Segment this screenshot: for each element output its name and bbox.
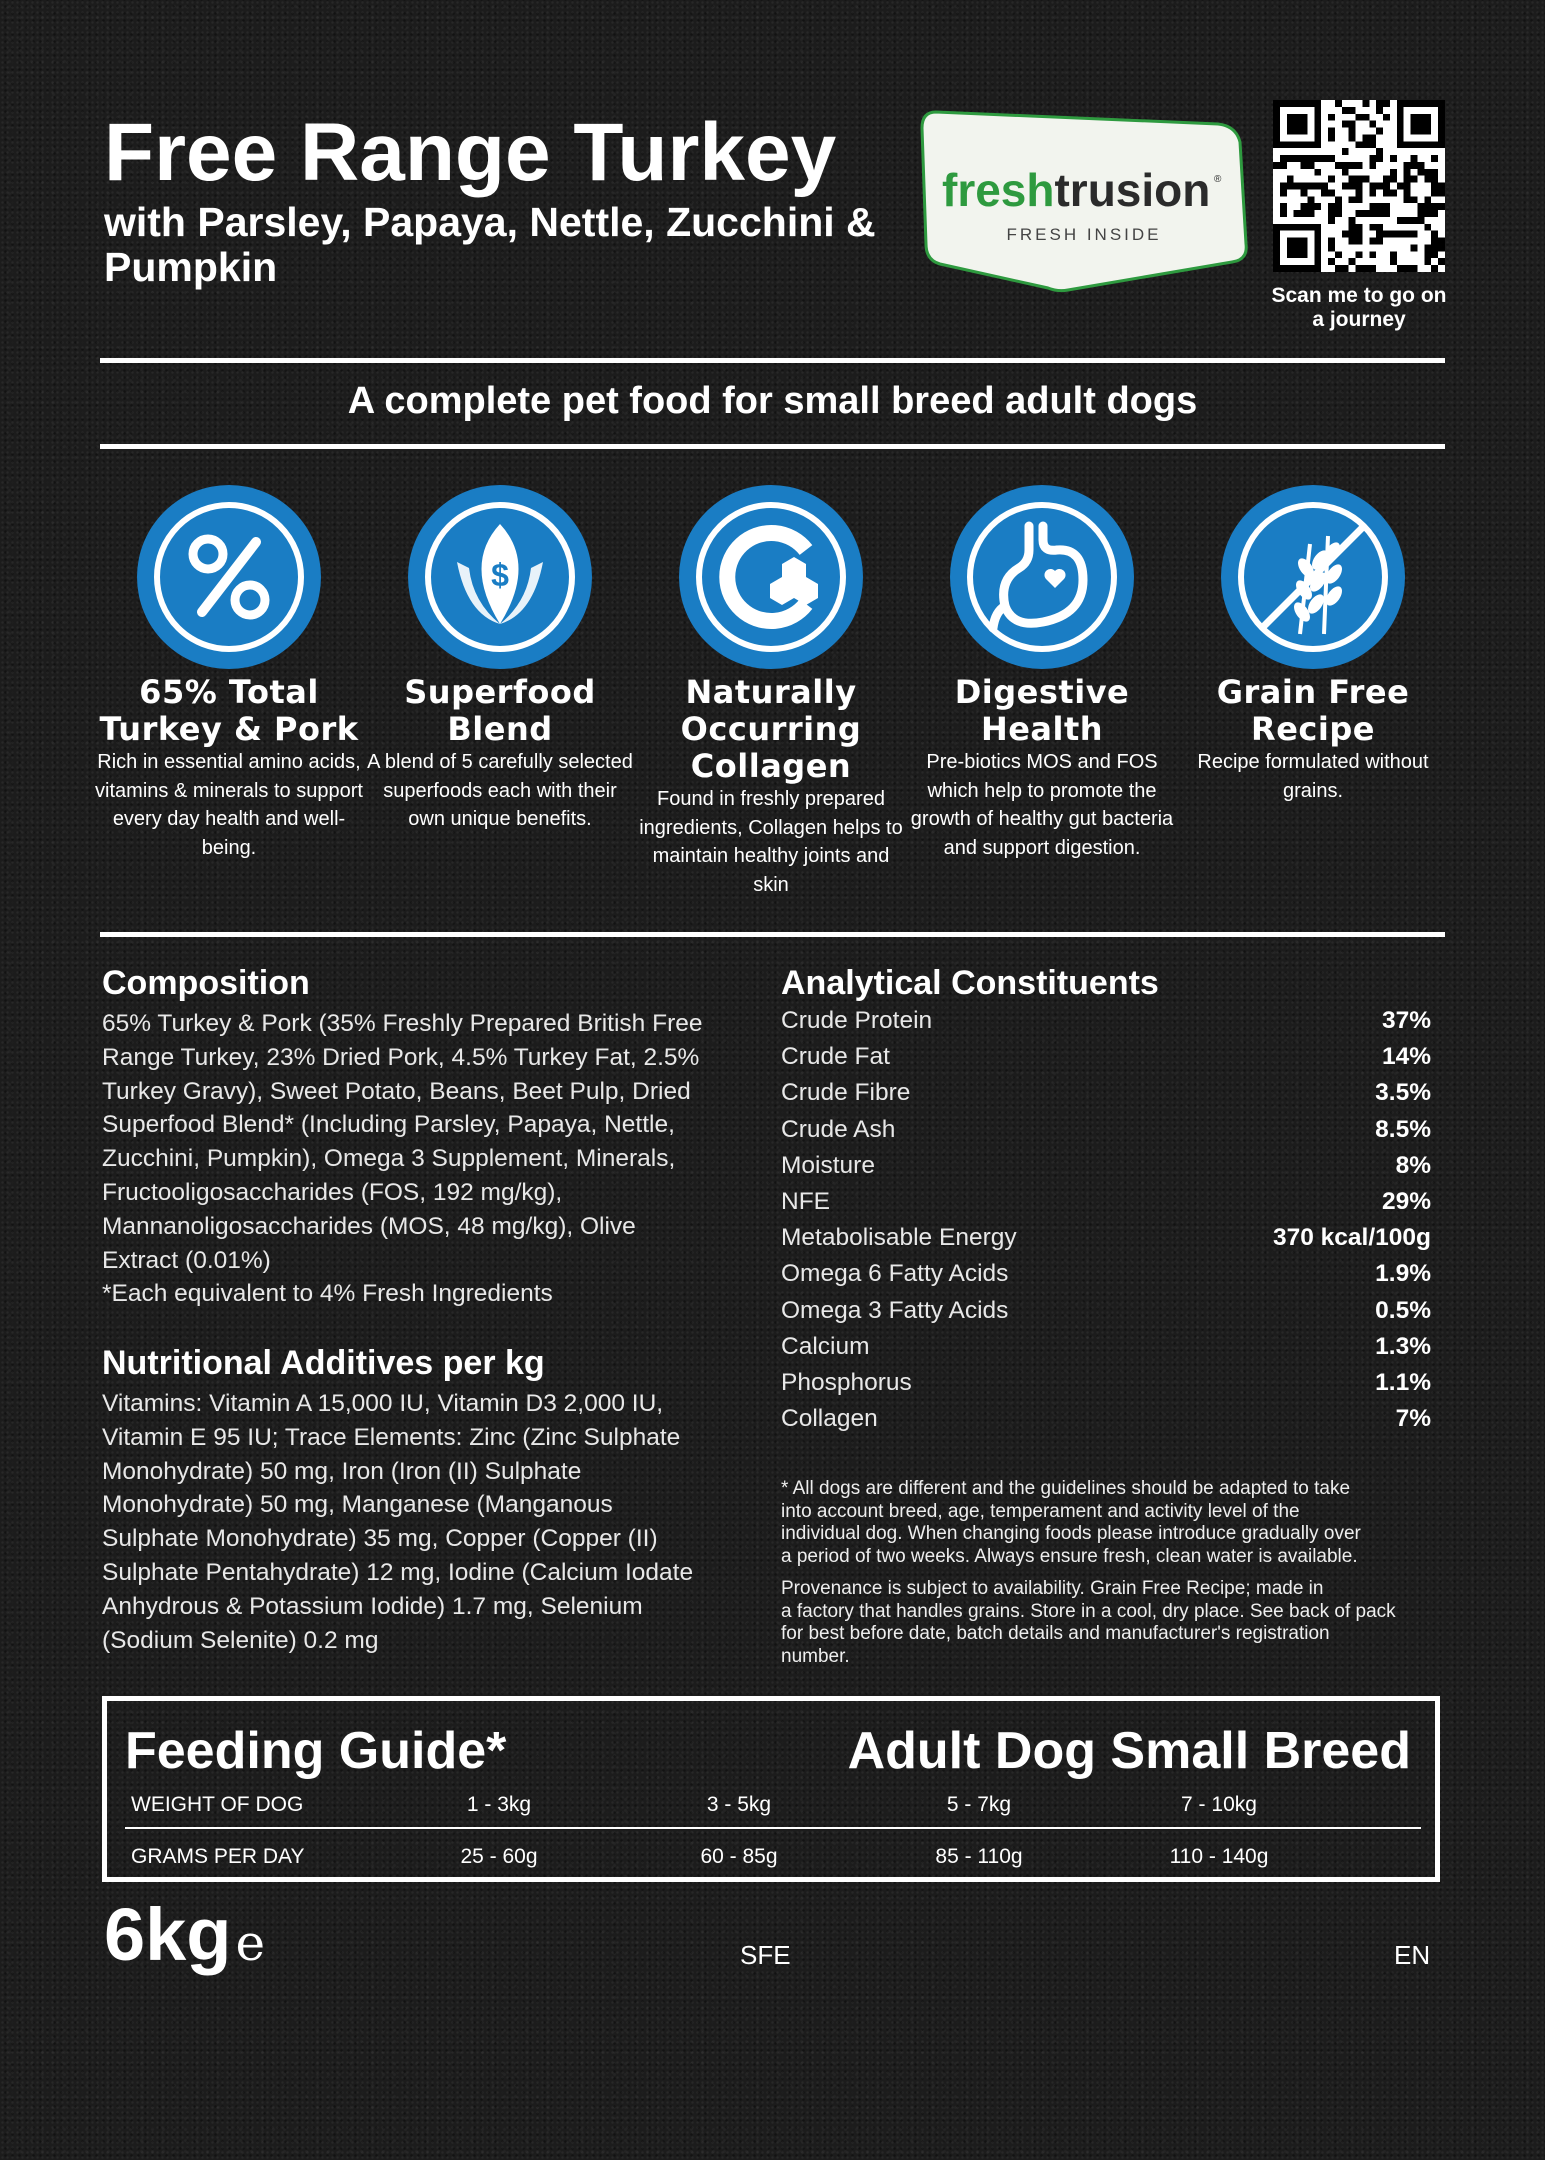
feature-grain-free xyxy=(1178,484,1448,805)
constituent-row xyxy=(781,1369,1431,1405)
constituent-name: Omega 6 Fatty Acids xyxy=(781,1260,1009,1288)
additives-heading: Nutritional Additives per kg xyxy=(102,1344,545,1382)
constituent-value: 1.9% xyxy=(1375,1260,1431,1288)
feature-title: Grain Free xyxy=(1216,673,1410,711)
analytical-heading: Analytical Constituents xyxy=(781,964,1159,1002)
feeding-subtitle: Adult Dog Small Breed xyxy=(847,1722,1411,1780)
additives-text xyxy=(102,1387,762,1657)
note-line: for best before date, batch details and manufacturer's registration xyxy=(781,1623,1330,1644)
divider xyxy=(100,444,1445,449)
composition-line: Superfood Blend* (Including Parsley, Papaya, Nettle, xyxy=(102,1111,675,1139)
constituent-value: 0.5% xyxy=(1375,1296,1431,1324)
weight-range: 3 - 5kg xyxy=(706,1793,772,1816)
stomach-icon xyxy=(949,484,1135,670)
constituent-name: Omega 3 Fatty Acids xyxy=(781,1296,1009,1324)
product-subtitle: with Parsley, Papaya, Nettle, Zucchini & Pumpkin xyxy=(104,199,876,290)
qr-code[interactable] xyxy=(1273,100,1445,272)
feature-text: A blend of 5 carefully selected superfoods each with their own unique benefits. xyxy=(367,751,633,830)
note-line: a period of two weeks. Always ensure fresh, clean water is available. xyxy=(781,1545,1358,1567)
freshtrusion-logo xyxy=(918,104,1250,296)
additives-line: Anhydrous & Potassium Iodide) 1.7 mg, Selenium xyxy=(102,1592,643,1620)
composition-line: Extract (0.01%) xyxy=(102,1246,271,1274)
additives-line: Monohydrate) 50 mg, Iron (Iron (II) Sulphate xyxy=(102,1457,582,1485)
feature-text: Found in freshly prepared ingredients, Collagen helps to maintain healthy joints and skin xyxy=(639,788,903,896)
feature-title: Blend xyxy=(447,710,553,748)
constituent-row xyxy=(781,1152,1431,1188)
constituent-name: Crude Protein xyxy=(781,1007,933,1034)
constituent-row xyxy=(781,1116,1431,1152)
constituent-value: 29% xyxy=(1381,1188,1431,1215)
qr-caption xyxy=(1248,284,1470,332)
constituent-value: 7% xyxy=(1395,1405,1431,1433)
feature-superfood xyxy=(365,484,635,834)
divider xyxy=(100,358,1445,363)
feature-collagen xyxy=(636,484,906,899)
constituent-row xyxy=(781,1405,1431,1441)
brand-tagline: FRESH INSIDE xyxy=(1006,225,1162,244)
feeding-divider xyxy=(125,1827,1421,1829)
brand-fresh: fresh xyxy=(942,164,1055,216)
constituent-value: 8% xyxy=(1395,1151,1431,1179)
constituent-name: Crude Ash xyxy=(781,1115,896,1143)
constituent-name: Calcium xyxy=(781,1332,870,1360)
additives-line: Monohydrate) 50 mg, Manganese (Manganous xyxy=(102,1491,613,1519)
composition-line: *Each equivalent to 4% Fresh Ingredients xyxy=(102,1280,553,1308)
provenance-note xyxy=(781,1578,1446,1668)
weight-range: 7 - 10kg xyxy=(1181,1793,1257,1816)
constituent-value: 3.5% xyxy=(1375,1079,1431,1107)
constituent-value: 8.5% xyxy=(1375,1115,1431,1143)
constituent-value: 37% xyxy=(1381,1007,1431,1034)
constituent-name: Crude Fat xyxy=(781,1043,890,1071)
additives-line: Sulphate Monohydrate) 35 mg, Copper (Copper (II) xyxy=(102,1525,658,1553)
svg-text:freshtrusion xyxy=(942,164,1210,216)
constituent-row xyxy=(781,1333,1431,1369)
analytical-table xyxy=(781,1007,1431,1447)
grams-range: 25 - 60g xyxy=(460,1845,538,1868)
feature-protein xyxy=(94,484,364,862)
composition-line: Fructooligosaccharides (FOS, 192 mg/kg), xyxy=(102,1178,563,1206)
percent-icon xyxy=(136,484,322,670)
weight-value: 6kg xyxy=(104,1893,232,1976)
feature-title: Superfood xyxy=(404,673,596,711)
composition-section xyxy=(102,964,762,1311)
constituent-name: Phosphorus xyxy=(781,1369,912,1396)
feature-text: Recipe formulated without grains. xyxy=(1197,751,1429,802)
grams-range: 60 - 85g xyxy=(700,1845,778,1868)
constituent-name: Collagen xyxy=(781,1405,878,1433)
qr-caption-line: Scan me to go on xyxy=(1271,284,1447,307)
feature-title: Health xyxy=(980,710,1104,748)
constituent-name: Metabolisable Energy xyxy=(781,1224,1017,1252)
constituent-row xyxy=(781,1297,1431,1333)
constituent-row xyxy=(781,1224,1431,1260)
constituent-row xyxy=(781,1007,1431,1043)
feature-title: Collagen xyxy=(690,747,852,785)
constituent-row xyxy=(781,1079,1431,1115)
note-line: a factory that handles grains. Store in a cool, dry place. See back of pack xyxy=(781,1600,1396,1622)
constituent-name: NFE xyxy=(781,1188,830,1215)
composition-line: Zucchini, Pumpkin), Omega 3 Supplement, Minerals, xyxy=(102,1145,676,1173)
superfood-leaf-icon xyxy=(407,484,593,670)
grams-label: GRAMS PER DAY xyxy=(131,1845,305,1868)
composition-line: 65% Turkey & Pork (35% Freshly Prepared British Free xyxy=(102,1010,703,1037)
grams-range: 85 - 110g xyxy=(935,1845,1023,1868)
feature-title: Recipe xyxy=(1251,710,1375,748)
additives-line: (Sodium Selenite) 0.2 mg xyxy=(102,1626,379,1654)
constituent-row xyxy=(781,1188,1431,1224)
weight-label: WEIGHT OF DOG xyxy=(131,1793,304,1816)
constituent-row xyxy=(781,1260,1431,1296)
grain-free-icon xyxy=(1220,484,1406,670)
note-line: into account breed, age, temperament and activity level of the xyxy=(781,1500,1300,1522)
svg-text:®: ® xyxy=(1214,174,1222,185)
constituent-value: 1.1% xyxy=(1375,1369,1431,1396)
feature-text: Pre-biotics MOS and FOS which help to promote the growth of healthy gut bacteria and support digestion. xyxy=(910,751,1174,859)
constituent-row xyxy=(781,1043,1431,1079)
qr-caption-line: a journey xyxy=(1312,308,1406,331)
constituent-name: Crude Fibre xyxy=(781,1079,911,1107)
note-line: * All dogs are different and the guidelines should be adapted to take xyxy=(781,1478,1351,1499)
composition-line: Mannanoligosaccharides (MOS, 48 mg/kg), Olive xyxy=(102,1212,636,1240)
feature-digestive xyxy=(907,484,1177,862)
feature-title: Naturally xyxy=(685,673,857,711)
divider xyxy=(100,932,1445,937)
net-weight xyxy=(104,1892,265,1977)
brand-trusion: trusion xyxy=(1054,164,1211,216)
additives-line: Vitamin E 95 IU; Trace Elements: Zinc (Zinc Sulphate xyxy=(102,1423,681,1451)
tagline: A complete pet food for small breed adult dogs xyxy=(347,380,1198,422)
feature-title: Occurring xyxy=(680,710,862,748)
grams-range: 110 - 140g xyxy=(1169,1845,1269,1868)
constituent-value: 14% xyxy=(1381,1043,1431,1071)
feature-title: Turkey & Pork xyxy=(99,710,359,748)
product-code: SFE xyxy=(740,1940,791,1970)
weight-range: 5 - 7kg xyxy=(946,1793,1012,1816)
feeding-guide xyxy=(102,1696,1440,1882)
note-line: individual dog. When changing foods please introduce gradually over xyxy=(781,1523,1361,1544)
constituent-name: Moisture xyxy=(781,1151,875,1179)
note-line: number. xyxy=(781,1645,850,1667)
composition-line: Range Turkey, 23% Dried Pork, 4.5% Turkey Fat, 2.5% xyxy=(102,1043,700,1071)
additives-section xyxy=(102,1344,762,1657)
composition-line: Turkey Gravy), Sweet Potato, Beans, Beet Pulp, Dried xyxy=(102,1077,691,1105)
language-code: EN xyxy=(1394,1940,1431,1970)
svg-text:$: $ xyxy=(491,557,509,593)
analytical-section xyxy=(781,964,1431,1447)
estimated-sign: e xyxy=(235,1914,266,1972)
composition-heading: Composition xyxy=(102,964,310,1002)
note-line: Provenance is subject to availability. Grain Free Recipe; made in xyxy=(781,1578,1324,1599)
feature-text: Rich in essential amino acids, vitamins & minerals to support every day health and well-being. xyxy=(95,751,363,859)
feeding-note xyxy=(781,1478,1446,1568)
composition-text xyxy=(102,1007,762,1311)
constituent-value: 370 kcal/100g xyxy=(1272,1224,1431,1252)
collagen-icon xyxy=(678,484,864,670)
additives-line: Vitamins: Vitamin A 15,000 IU, Vitamin D3 2,000 IU, xyxy=(102,1390,664,1417)
feature-title: 65% Total xyxy=(139,673,319,711)
product-title: Free Range Turkey xyxy=(104,107,837,198)
constituent-value: 1.3% xyxy=(1375,1332,1431,1360)
weight-range: 1 - 3kg xyxy=(466,1793,532,1816)
additives-line: Sulphate Pentahydrate) 12 mg, Iodine (Calcium Iodate xyxy=(102,1558,694,1586)
feature-title: Digestive xyxy=(954,673,1130,711)
feeding-title: Feeding Guide* xyxy=(125,1722,507,1780)
